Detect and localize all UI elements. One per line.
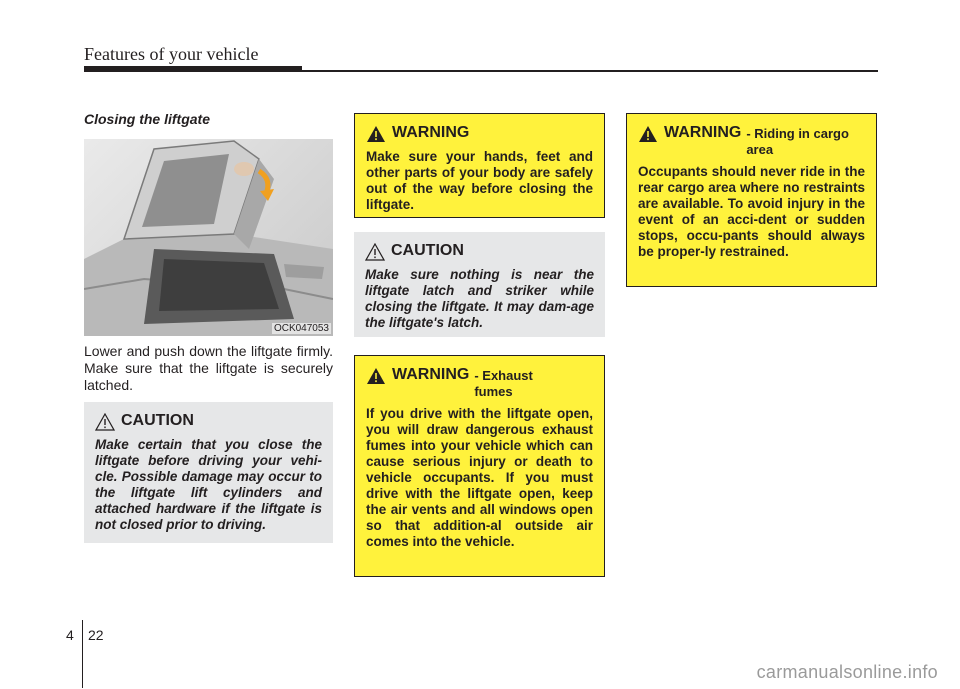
warning-subtitle: - Riding in cargo area <box>746 126 849 157</box>
caution-box-left <box>84 402 333 543</box>
header-rule <box>302 70 878 72</box>
warning-triangle-filled-icon <box>638 125 658 143</box>
warning-box-cargo <box>626 113 877 287</box>
page-number: 22 <box>88 627 104 643</box>
warning-title: WARNING <box>664 124 742 141</box>
warning-title: WARNING <box>392 366 470 383</box>
page-header-title: Features of your vehicle <box>84 44 259 64</box>
warning-box-body-parts <box>354 113 605 218</box>
figure-code: OCK047053 <box>273 323 329 334</box>
caution-text: Make certain that you close the liftgate before driving your vehi-cle. Possible damage may occur to the liftgate lift cylinders and attached hardware if the liftgate is not closed prior to driving. <box>95 437 322 532</box>
warning-text: Occupants should never ride in the rear cargo area where no restraints are available. To avoid injury in the event of an acci-dent or sudden stops, occu-pants should always be proper-ly restrained. <box>638 164 865 259</box>
warning-subtitle: - Exhaust fumes <box>474 368 533 399</box>
caution-title: CAUTION <box>391 242 464 259</box>
header-bar <box>84 66 302 72</box>
chapter-number: 4 <box>66 627 74 643</box>
caution-title: CAUTION <box>121 412 194 429</box>
warning-text: Make sure your hands, feet and other parts of your body are safely out of the way before closing the liftgate. <box>366 149 593 212</box>
section-title: Closing the liftgate <box>84 111 210 127</box>
warning-box-exhaust <box>354 355 605 577</box>
warning-text: If you drive with the liftgate open, you will draw dangerous exhaust fumes into your vehicle which can cause serious injury or death to vehicle occupants. If you must drive with the liftgate open, keep the air vents and all windows open so that addition-al outside air comes into the vehicle. <box>366 406 593 549</box>
caution-box-middle <box>354 232 605 337</box>
caution-text: Make sure nothing is near the liftgate latch and striker while closing the liftgate. It may dam-age the liftgate's latch. <box>365 267 594 330</box>
caution-triangle-outline-icon <box>95 413 115 431</box>
caution-triangle-outline-icon <box>365 243 385 261</box>
footer-rule <box>82 620 83 688</box>
body-text: Lower and push down the liftgate firmly. Make sure that the liftgate is securely latched. <box>84 343 333 393</box>
warning-triangle-filled-icon <box>366 367 386 385</box>
warning-triangle-filled-icon <box>366 125 386 143</box>
liftgate-illustration <box>84 139 333 336</box>
warning-title: WARNING <box>392 124 470 141</box>
watermark: carmanualsonline.info <box>756 662 938 682</box>
car-rear-liftgate-drawing <box>84 139 333 336</box>
